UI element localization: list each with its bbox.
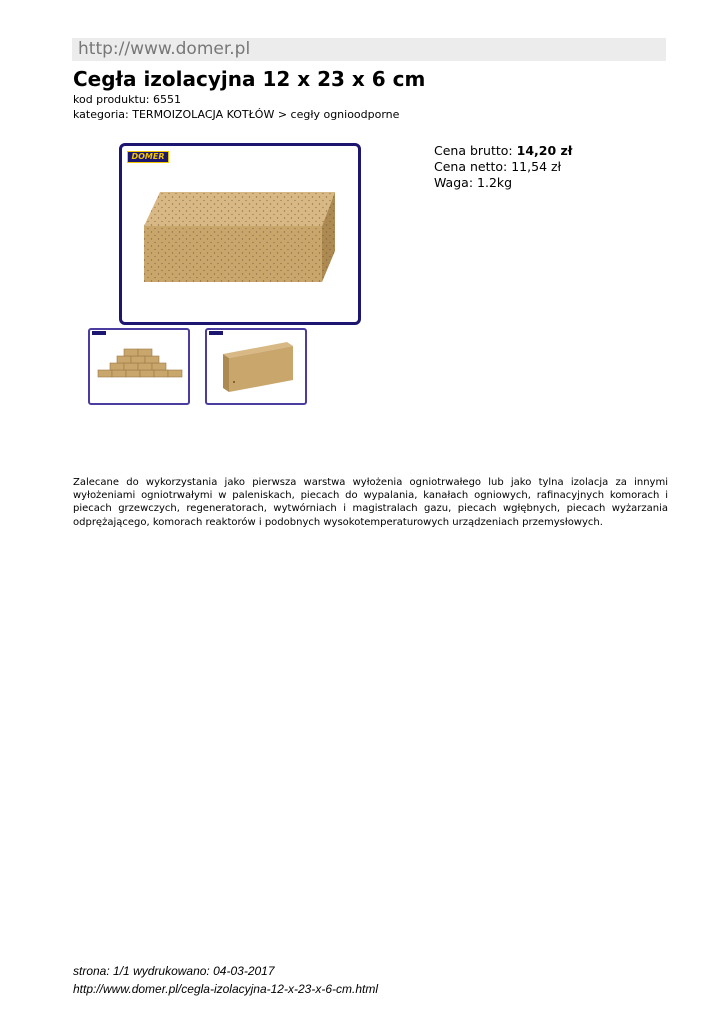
gross-price-label: Cena brutto:: [434, 143, 513, 158]
product-category-path[interactable]: TERMOIZOLACJA KOTŁÓW > cegły ognioodporne: [132, 108, 400, 121]
weight-label: Waga:: [434, 175, 474, 190]
footer-page-value: 1/1: [113, 964, 130, 978]
weight-value: 1.2kg: [477, 175, 513, 190]
net-price-label: Cena netto:: [434, 159, 508, 174]
product-code-label: kod produktu:: [73, 93, 150, 106]
thumbnail-brick-stack[interactable]: [88, 328, 190, 405]
product-category-label: kategoria:: [73, 108, 129, 121]
product-code: [73, 93, 181, 106]
footer-page-info: [73, 964, 275, 979]
logo-text: DOMER: [131, 152, 165, 161]
footer-page-label: strona:: [73, 964, 110, 978]
product-code-value: 6551: [153, 93, 181, 106]
footer-printed-label: wydrukowano:: [133, 964, 210, 978]
net-price-value: 11,54 zł: [511, 159, 562, 174]
domer-mini-logo: [209, 331, 223, 335]
brick-stack-image: [90, 330, 188, 403]
net-price: [434, 159, 561, 174]
domer-logo: [127, 151, 169, 163]
product-title: Cegła izolacyjna 12 x 23 x 6 cm: [73, 67, 426, 91]
brick-image: [122, 146, 358, 322]
gross-price-value: 14,20 zł: [516, 143, 573, 158]
product-description: Zalecane do wykorzystania jako pierwsza warstwa wyłożenia ogniotrwałego lub jako tylna izolacja za innymi wyłożeniami ogniotrwałymi w paleniskach, piecach do wypalania, kanałach ogniowych, rafinacyjnych komorach i piecach grzewczych, regeneratorach, wytwórniach i magistralach gazu, piecach wgłębnych, piecach wyżarzania odprężającego, komorach reaktorów i podobnych wysokotemperaturowych urządzeniach przemysłowych.: [73, 477, 668, 528]
weight: [434, 175, 512, 190]
domer-mini-logo: [92, 331, 106, 335]
footer-printed-date: 04-03-2017: [213, 964, 275, 978]
gross-price: [434, 143, 572, 158]
main-product-image[interactable]: [119, 143, 361, 325]
product-category: [73, 108, 399, 121]
footer-url[interactable]: http://www.domer.pl/cegla-izolacyjna-12-x-23-x-6-cm.html: [73, 982, 378, 996]
site-url-bar: [72, 38, 666, 61]
brick-image: [207, 330, 305, 403]
site-url[interactable]: http://www.domer.pl: [78, 39, 251, 59]
thumbnail-brick[interactable]: [205, 328, 307, 405]
